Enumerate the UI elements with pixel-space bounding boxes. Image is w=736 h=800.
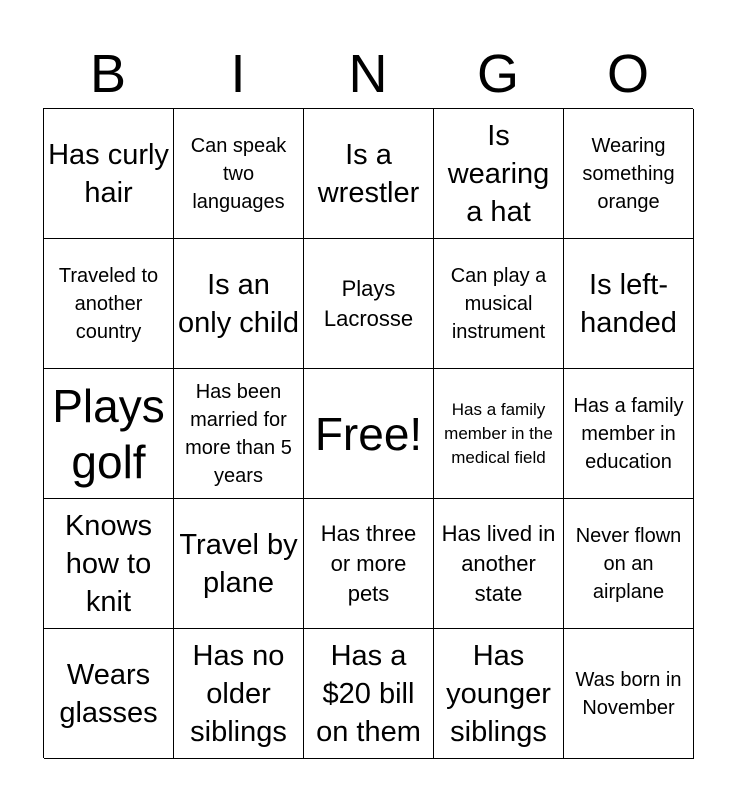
cell-text: Was born in November (575, 668, 682, 719)
header-letter-n: N (348, 44, 388, 104)
cell-text: Has a family member in the medical field (444, 399, 553, 467)
cell-text: Has curly hair (48, 138, 169, 209)
bingo-cell-free[interactable] (304, 369, 434, 499)
cell-text: Plays golf (52, 379, 165, 488)
bingo-cell-r3-c2[interactable] (174, 369, 304, 499)
cell-text: Can speak two languages (190, 134, 287, 213)
cell-text: Has a family member in education (573, 394, 684, 473)
cell-text: Has lived in another state (441, 520, 556, 606)
cell-text: Is wearing a hat (447, 119, 550, 228)
bingo-cell-r1-c3[interactable] (304, 109, 434, 239)
cell-text: Is a wrestler (317, 138, 420, 209)
cell-text: Never flown on an airplane (575, 524, 682, 603)
cell-text: Has no older siblings (190, 639, 287, 748)
cell-text: Is an only child (178, 268, 299, 339)
bingo-cell-r4-c3[interactable] (304, 499, 434, 629)
header-letter-g: G (476, 44, 519, 104)
cell-text: Plays Lacrosse (323, 275, 414, 331)
cell-text: Has younger siblings (446, 639, 551, 748)
header-letter-i: I (230, 44, 246, 104)
bingo-cell-r3-c1[interactable] (44, 369, 174, 499)
bingo-cell-r2-c2[interactable] (174, 239, 304, 369)
cell-text: Wears glasses (59, 658, 158, 729)
cell-text: Can play a musical instrument (450, 264, 547, 343)
bingo-cell-r2-c5[interactable] (564, 239, 694, 369)
bingo-cell-r5-c5[interactable] (564, 629, 694, 759)
header-letter-o: O (606, 44, 649, 104)
bingo-cell-r2-c1[interactable] (44, 239, 174, 369)
bingo-cell-r1-c1[interactable] (44, 109, 174, 239)
cell-text: Travel by plane (179, 528, 298, 599)
cell-text: Is left-handed (580, 268, 677, 339)
bingo-cell-r2-c3[interactable] (304, 239, 434, 369)
bingo-cell-r3-c4[interactable] (434, 369, 564, 499)
bingo-cell-r4-c2[interactable] (174, 499, 304, 629)
bingo-board (43, 108, 693, 758)
cell-text: Has a $20 bill on them (316, 639, 421, 748)
bingo-cell-r4-c1[interactable] (44, 499, 174, 629)
cell-text: Traveled to another country (58, 264, 159, 343)
bingo-header (43, 40, 693, 108)
bingo-cell-r5-c2[interactable] (174, 629, 304, 759)
bingo-cell-r1-c5[interactable] (564, 109, 694, 239)
cell-text: Has been married for more than 5 years (185, 380, 292, 487)
bingo-cell-r4-c4[interactable] (434, 499, 564, 629)
free-space-text: Free! (314, 407, 423, 460)
bingo-cell-r1-c2[interactable] (174, 109, 304, 239)
cell-text: Knows how to knit (64, 509, 153, 618)
bingo-cell-r5-c3[interactable] (304, 629, 434, 759)
bingo-cell-r4-c5[interactable] (564, 499, 694, 629)
cell-text: Has three or more pets (320, 520, 417, 606)
cell-text: Wearing something orange (582, 134, 675, 213)
header-letter-b: B (89, 44, 127, 104)
bingo-cell-r1-c4[interactable] (434, 109, 564, 239)
bingo-cell-r5-c1[interactable] (44, 629, 174, 759)
bingo-cell-r2-c4[interactable] (434, 239, 564, 369)
bingo-cell-r5-c4[interactable] (434, 629, 564, 759)
bingo-cell-r3-c5[interactable] (564, 369, 694, 499)
